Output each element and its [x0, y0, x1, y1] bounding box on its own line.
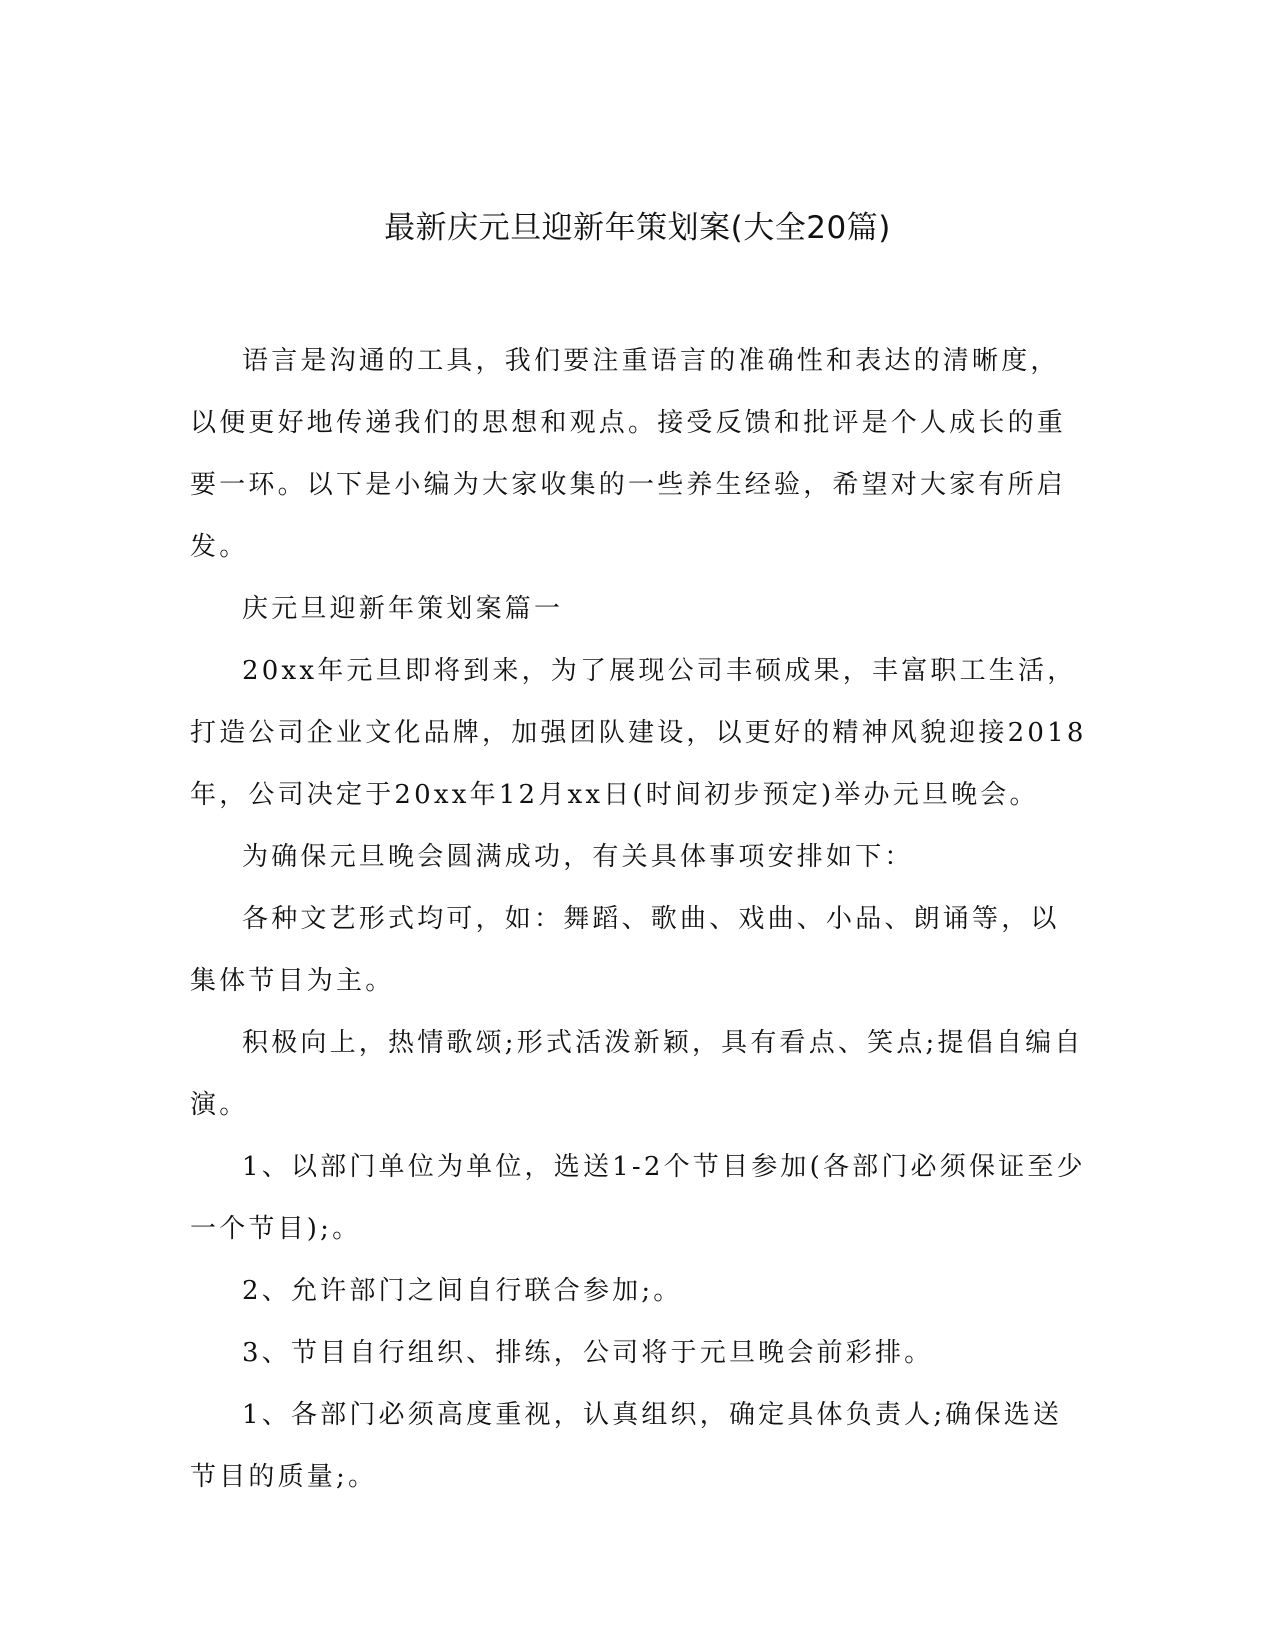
paragraph-background: 20xx年元旦即将到来，为了展现公司丰硕成果，丰富职工生活，打造公司企业文化品牌，加强团队建设，以更好的精神风貌迎接2018年，公司决定于20xx年12月xx日(时间初步预定)举办元旦晚会。 — [190, 656, 1087, 810]
list-item-3: 3、节目自行组织、排练，公司将于元旦晚会前彩排。 — [242, 1338, 934, 1368]
list-item-requirement-1: 1、各部门必须高度重视，认真组织，确定具体负责人;确保选送节目的质量;。 — [190, 1400, 1063, 1492]
list-item-1: 1、以部门单位为单位，选送1-2个节目参加(各部门必须保证至少一个节目);。 — [190, 1152, 1086, 1244]
paragraph-intro: 语言是沟通的工具，我们要注重语言的准确性和表达的清晰度，以便更好地传递我们的思想和观点。接受反馈和批评是个人成长的重要一环。以下是小编为大家收集的一些养生经验，希望对大家有所启发。 — [190, 346, 1067, 562]
section-heading: 庆元旦迎新年策划案篇一 — [242, 594, 564, 624]
list-item-2: 2、允许部门之间自行联合参加;。 — [242, 1276, 683, 1306]
paragraph-arrangement: 为确保元旦晚会圆满成功，有关具体事项安排如下： — [242, 842, 914, 872]
paragraph-program-forms: 各种文艺形式均可，如：舞蹈、歌曲、戏曲、小品、朗诵等，以集体节目为主。 — [190, 904, 1060, 996]
document-title: 最新庆元旦迎新年策划案(大全20篇) — [384, 210, 891, 246]
paragraph-program-requirements: 积极向上，热情歌颂;形式活泼新颖，具有看点、笑点;提倡自编自演。 — [190, 1028, 1084, 1120]
document-body — [190, 330, 1088, 1508]
